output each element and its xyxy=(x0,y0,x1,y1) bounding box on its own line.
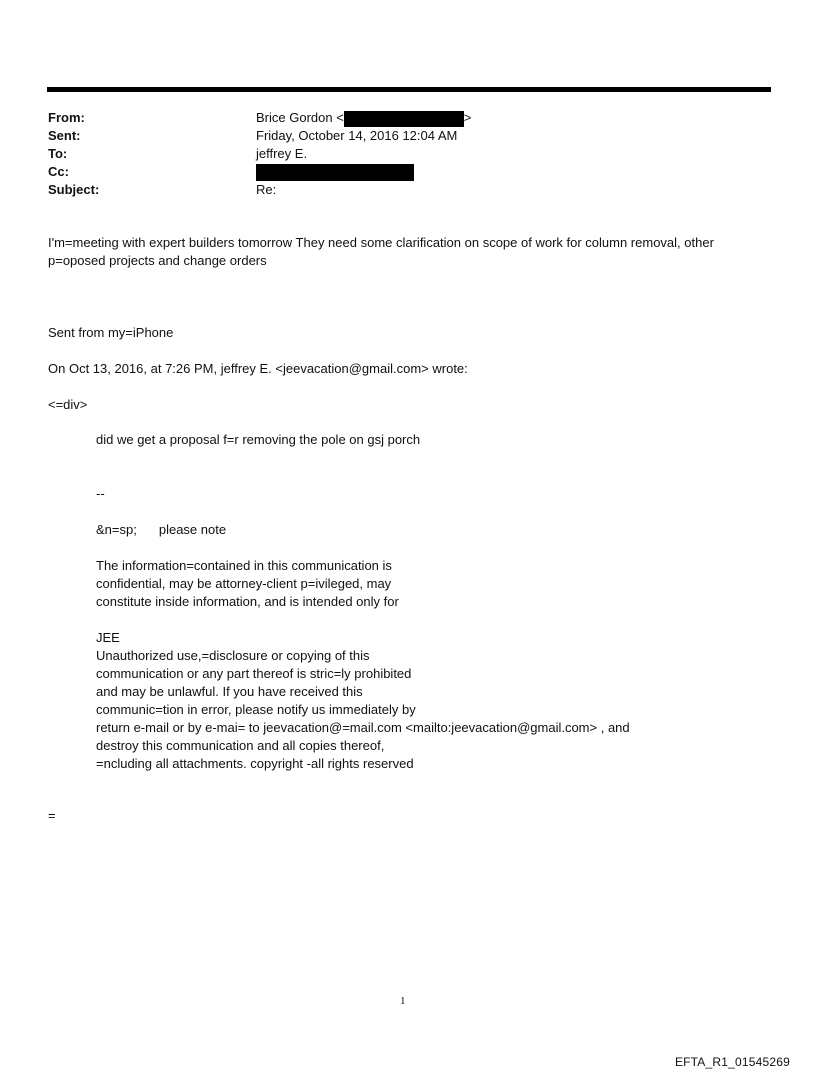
message-line-2: p=oposed projects and change orders xyxy=(48,253,267,268)
signature: Sent from my=iPhone xyxy=(48,325,174,340)
cc-label: Cc: xyxy=(48,164,69,179)
disclaimer-line: destroy this communication and all copies thereof, xyxy=(96,738,385,753)
disclaimer-line: =ncluding all attachments. copyright -all rights reserved xyxy=(96,756,414,771)
bates-number: EFTA_R1_01545269 xyxy=(674,1055,790,1069)
sent-row xyxy=(48,127,748,145)
jee-line: JEE xyxy=(96,630,120,645)
from-name: Brice Gordon < xyxy=(256,110,344,125)
redaction-box xyxy=(344,111,464,127)
disclaimer-line: The information=contained in this communication is xyxy=(96,558,392,573)
trailing-equals: = xyxy=(48,808,56,823)
nbsp-text: &n=sp; xyxy=(96,522,137,537)
page-number: 1 xyxy=(400,995,406,1007)
disclaimer-line: communic=tion in error, please notify us immediately by xyxy=(96,702,416,717)
quote-intro: On Oct 13, 2016, at 7:26 PM, jeffrey E. <jeevacation@gmail.com> wrote: xyxy=(48,361,468,376)
from-value xyxy=(256,109,471,127)
subject-label: Subject: xyxy=(48,182,100,197)
please-note-line xyxy=(96,521,776,539)
to-row xyxy=(48,145,748,163)
subject-value: Re: xyxy=(256,182,277,197)
from-close: > xyxy=(463,110,472,125)
sent-label: Sent: xyxy=(48,128,81,143)
email-header xyxy=(48,109,748,199)
to-value: jeffrey E. xyxy=(256,146,308,161)
disclaimer-line: communication or any part thereof is stric=ly prohibited xyxy=(96,666,412,681)
quoted-question: did we get a proposal f=r removing the pole on gsj porch xyxy=(96,432,421,447)
sent-value: Friday, October 14, 2016 12:04 AM xyxy=(256,128,458,143)
header-rule xyxy=(47,87,771,92)
subject-row xyxy=(48,181,748,199)
quoted-dashes: -- xyxy=(96,486,105,501)
disclaimer-line: and may be unlawful. If you have received this xyxy=(96,684,363,699)
cc-row xyxy=(48,163,748,181)
to-label: To: xyxy=(48,146,68,161)
div-tag: <=div> xyxy=(48,397,88,412)
disclaimer-line: confidential, may be attorney-client p=ivileged, may xyxy=(96,576,392,591)
please-note: please note xyxy=(158,522,227,537)
from-label: From: xyxy=(48,110,85,125)
from-row xyxy=(48,109,748,127)
redaction-box xyxy=(256,164,414,181)
disclaimer-line: return e-mail or by e-mai= to jeevacation@=mail.com <mailto:jeevacation@gmail.com> , and xyxy=(96,720,630,735)
message-line-1: I'm=meeting with expert builders tomorrow They need some clarification on scope of work for column removal, other xyxy=(48,235,714,250)
disclaimer-line: constitute inside information, and is intended only for xyxy=(96,594,399,609)
disclaimer-line: Unauthorized use,=disclosure or copying of this xyxy=(96,648,370,663)
cc-value xyxy=(256,163,414,181)
